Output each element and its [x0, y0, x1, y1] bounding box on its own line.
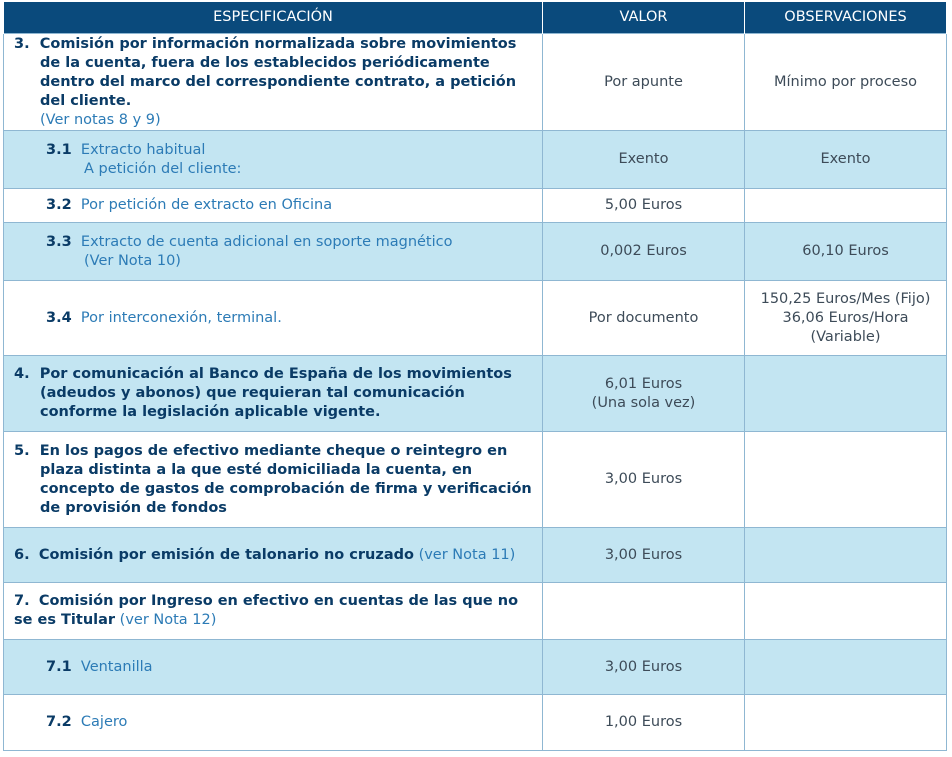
item-text: Extracto habitual: [80, 141, 206, 158]
spec-cell: [4, 695, 543, 751]
item-text: Cajero: [80, 714, 128, 730]
obs-cell: [745, 583, 947, 640]
obs-line: (Variable): [810, 328, 881, 345]
item-number: 3.3: [46, 233, 72, 250]
spec-cell: [4, 640, 543, 695]
obs-cell: 60,10 Euros: [745, 223, 947, 281]
table-row-6: [4, 528, 947, 583]
spec-cell: [4, 34, 543, 131]
valor-cell: [543, 356, 745, 432]
spec-cell: [4, 281, 543, 356]
valor-cell: 1,00 Euros: [543, 695, 745, 751]
spec-cell: [4, 131, 543, 189]
header-valor: VALOR: [543, 2, 745, 34]
item-number: 7.: [14, 593, 30, 609]
table-row-3-4: [4, 281, 947, 356]
item-number: 3.: [14, 35, 30, 52]
obs-line: 36,06 Euros/Hora: [782, 309, 909, 326]
item-text: Por comunicación al Banco de España de los movimientos (adeudos y abonos) que requieran tal comunicación conforme la legislación aplicable vigente.: [39, 366, 512, 420]
item-text: Comisión por Ingreso en efectivo en cuentas de las que no se es Titular: [14, 593, 519, 628]
valor-line: (Una sola vez): [591, 394, 696, 411]
fees-table: [3, 2, 947, 751]
item-text: Ventanilla: [80, 658, 153, 675]
spec-cell: [4, 528, 543, 583]
obs-cell: [745, 640, 947, 695]
item-note: (ver Nota 11): [418, 546, 516, 563]
table-row-3-1: [4, 131, 947, 189]
valor-cell: 3,00 Euros: [543, 432, 745, 528]
item-text: Comisión por información normalizada sobre movimientos de la cuenta, fuera de los establecidos periódicamente dentro del marco del correspondiente contrato, a petición del cliente.: [39, 35, 517, 109]
valor-cell: [543, 583, 745, 640]
item-number: 3.1: [46, 141, 72, 158]
item-text: En los pagos de efectivo mediante cheque o reintegro en plaza distinta a la que esté domiciliada la cuenta, en concepto de gastos de comprobación de firma y verificación de provisión de fondos: [39, 442, 532, 516]
header-spec: ESPECIFICACIÓN: [4, 2, 543, 34]
obs-cell: Exento: [745, 131, 947, 189]
valor-cell: Por documento: [543, 281, 745, 356]
obs-cell: Mínimo por proceso: [745, 34, 947, 131]
valor-cell: 3,00 Euros: [543, 528, 745, 583]
item-number: 3.4: [46, 309, 72, 326]
table-row-7-2: [4, 695, 947, 751]
item-text-secondary: (Ver Nota 10): [84, 252, 181, 269]
obs-cell: [745, 356, 947, 432]
valor-cell: 5,00 Euros: [543, 189, 745, 223]
table-row-5: [4, 432, 947, 528]
obs-cell: [745, 189, 947, 223]
valor-line: 6,01 Euros: [604, 375, 683, 392]
spec-cell: [4, 432, 543, 528]
obs-line: 150,25 Euros/Mes (Fijo): [760, 290, 931, 307]
item-note: (Ver notas 8 y 9): [40, 111, 161, 128]
table-row-3-2: [4, 189, 947, 223]
item-text: Comisión por emisión de talonario no cruzado: [38, 546, 414, 563]
item-number: 6.: [14, 546, 30, 563]
valor-cell: Por apunte: [543, 34, 745, 131]
item-number: 7.1: [46, 658, 72, 675]
header-row: [4, 2, 947, 34]
header-observaciones: OBSERVACIONES: [745, 2, 947, 34]
spec-cell: [4, 356, 543, 432]
obs-cell: [745, 695, 947, 751]
obs-cell: [745, 528, 947, 583]
table-row-3-3: [4, 223, 947, 281]
item-number: 3.2: [46, 197, 72, 213]
obs-cell: [745, 281, 947, 356]
valor-cell: 0,002 Euros: [543, 223, 745, 281]
spec-cell: [4, 189, 543, 223]
item-text: Extracto de cuenta adicional en soporte magnético: [80, 233, 453, 250]
spec-cell: [4, 583, 543, 640]
item-note: (ver Nota 12): [119, 612, 217, 628]
item-number: 5.: [14, 442, 30, 459]
item-text: Por interconexión, terminal.: [80, 309, 282, 326]
obs-cell: [745, 432, 947, 528]
item-number: 4.: [14, 366, 30, 382]
item-number: 7.2: [46, 714, 72, 730]
item-text: Por petición de extracto en Oficina: [80, 197, 333, 213]
valor-cell: Exento: [543, 131, 745, 189]
spec-cell: [4, 223, 543, 281]
table-row-7-1: [4, 640, 947, 695]
valor-cell: 3,00 Euros: [543, 640, 745, 695]
table-row-3: [4, 34, 947, 131]
item-text-secondary: A petición del cliente:: [84, 160, 242, 177]
table-row-7: [4, 583, 947, 640]
table-row-4: [4, 356, 947, 432]
